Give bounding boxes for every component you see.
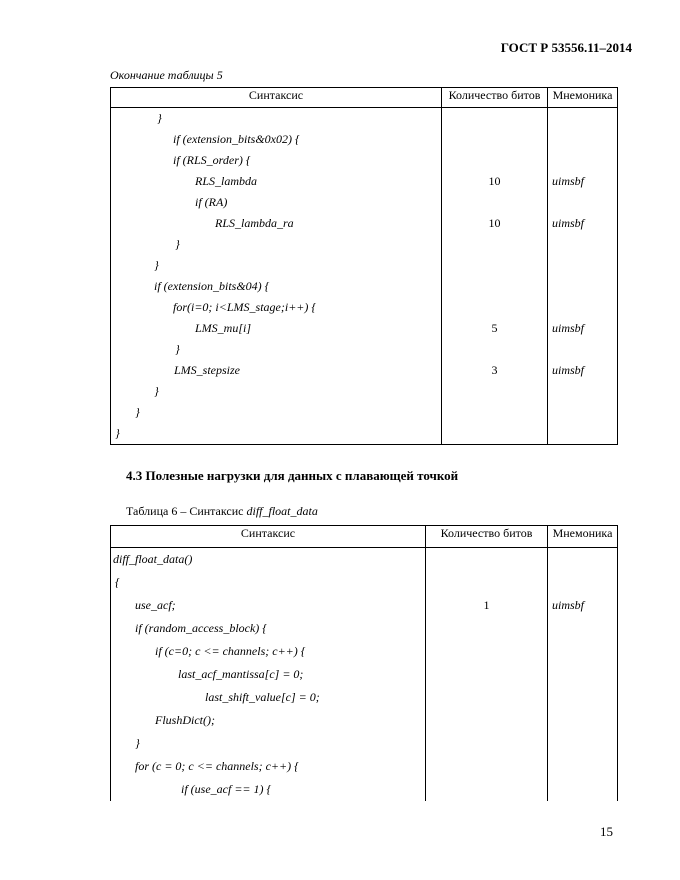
syntax-cell: FlushDict(); bbox=[111, 709, 426, 732]
mnemonic-cell: uimsbf bbox=[548, 360, 618, 381]
bits-cell: 1 bbox=[426, 594, 548, 617]
syntax-cell: diff_float_data() bbox=[111, 548, 426, 572]
mnemonic-cell bbox=[548, 423, 618, 445]
table5 bbox=[110, 87, 618, 445]
table-row bbox=[111, 213, 618, 234]
bits-cell: 10 bbox=[442, 213, 548, 234]
table6-header-mnemonic: Мнемоника bbox=[548, 526, 618, 548]
bits-cell: 5 bbox=[442, 318, 548, 339]
syntax-cell: use_acf; bbox=[111, 594, 426, 617]
mnemonic-cell bbox=[548, 640, 618, 663]
table-row bbox=[111, 192, 618, 213]
mnemonic-cell bbox=[548, 255, 618, 276]
mnemonic-cell bbox=[548, 108, 618, 130]
syntax-cell: if (RLS_order) { bbox=[111, 150, 442, 171]
syntax-cell: } bbox=[111, 402, 442, 423]
mnemonic-cell bbox=[548, 709, 618, 732]
table-row bbox=[111, 709, 618, 732]
bits-cell bbox=[426, 755, 548, 778]
mnemonic-cell bbox=[548, 617, 618, 640]
table-row bbox=[111, 171, 618, 192]
bits-cell bbox=[442, 234, 548, 255]
syntax-cell: } bbox=[111, 381, 442, 402]
bits-cell bbox=[442, 297, 548, 318]
mnemonic-cell bbox=[548, 686, 618, 709]
table-row bbox=[111, 617, 618, 640]
table-row bbox=[111, 548, 618, 572]
table6-header-syntax: Синтаксис bbox=[111, 526, 426, 548]
bits-cell bbox=[442, 192, 548, 213]
syntax-cell: for (c = 0; c <= channels; c++) { bbox=[111, 755, 426, 778]
syntax-cell: } bbox=[111, 732, 426, 755]
table-row bbox=[111, 402, 618, 423]
table-row bbox=[111, 150, 618, 171]
syntax-cell: if (c=0; c <= channels; c++) { bbox=[111, 640, 426, 663]
mnemonic-cell bbox=[548, 402, 618, 423]
table-row bbox=[111, 423, 618, 445]
bits-cell bbox=[442, 276, 548, 297]
bits-cell bbox=[442, 339, 548, 360]
mnemonic-cell bbox=[548, 150, 618, 171]
syntax-cell: RLS_lambda bbox=[111, 171, 442, 192]
bits-cell bbox=[426, 571, 548, 594]
mnemonic-cell bbox=[548, 297, 618, 318]
table-row bbox=[111, 276, 618, 297]
syntax-cell: last_acf_mantissa[c] = 0; bbox=[111, 663, 426, 686]
table6-caption bbox=[126, 504, 318, 519]
table-row bbox=[111, 129, 618, 150]
bits-cell bbox=[442, 255, 548, 276]
mnemonic-cell bbox=[548, 192, 618, 213]
mnemonic-cell: uimsbf bbox=[548, 594, 618, 617]
table6-caption-prefix: Таблица 6 – Синтаксис bbox=[126, 504, 247, 518]
table-row bbox=[111, 381, 618, 402]
mnemonic-cell bbox=[548, 381, 618, 402]
syntax-cell: { bbox=[111, 571, 426, 594]
table-row bbox=[111, 755, 618, 778]
syntax-cell: if (random_access_block) { bbox=[111, 617, 426, 640]
syntax-cell: LMS_mu[i] bbox=[111, 318, 442, 339]
syntax-cell: if (use_acf == 1) { bbox=[111, 778, 426, 801]
bits-cell bbox=[426, 663, 548, 686]
table-row bbox=[111, 663, 618, 686]
syntax-cell: } bbox=[111, 423, 442, 445]
syntax-cell: } bbox=[111, 339, 442, 360]
bits-cell bbox=[442, 381, 548, 402]
table-row bbox=[111, 778, 618, 801]
syntax-cell: if (RA) bbox=[111, 192, 442, 213]
mnemonic-cell bbox=[548, 663, 618, 686]
bits-cell bbox=[426, 640, 548, 663]
syntax-cell: } bbox=[111, 255, 442, 276]
syntax-cell: } bbox=[111, 234, 442, 255]
page-number: 15 bbox=[600, 824, 613, 839]
table-row bbox=[111, 594, 618, 617]
table6 bbox=[110, 525, 618, 801]
syntax-cell: last_shift_value[c] = 0; bbox=[111, 686, 426, 709]
mnemonic-cell: uimsbf bbox=[548, 213, 618, 234]
mnemonic-cell bbox=[548, 129, 618, 150]
mnemonic-cell: uimsbf bbox=[548, 318, 618, 339]
syntax-cell: LMS_stepsize bbox=[111, 360, 442, 381]
bits-cell bbox=[442, 423, 548, 445]
mnemonic-cell bbox=[548, 276, 618, 297]
mnemonic-cell bbox=[548, 339, 618, 360]
bits-cell bbox=[426, 709, 548, 732]
table6-caption-name: diff_float_data bbox=[246, 504, 318, 518]
table5-header-mnemonic: Мнемоника bbox=[548, 88, 618, 108]
bits-cell bbox=[442, 402, 548, 423]
syntax-cell: if (extension_bits&04) { bbox=[111, 276, 442, 297]
syntax-cell: if (extension_bits&0x02) { bbox=[111, 129, 442, 150]
table-row bbox=[111, 360, 618, 381]
table-row bbox=[111, 108, 618, 130]
bits-cell bbox=[426, 732, 548, 755]
bits-cell bbox=[442, 108, 548, 130]
bits-cell bbox=[442, 129, 548, 150]
mnemonic-cell bbox=[548, 755, 618, 778]
bits-cell: 10 bbox=[442, 171, 548, 192]
table-row bbox=[111, 255, 618, 276]
bits-cell bbox=[426, 617, 548, 640]
mnemonic-cell: uimsbf bbox=[548, 171, 618, 192]
document-header: ГОСТ Р 53556.11–2014 bbox=[500, 40, 632, 55]
mnemonic-cell bbox=[548, 548, 618, 572]
bits-cell bbox=[426, 686, 548, 709]
syntax-cell: for(i=0; i<LMS_stage;i++) { bbox=[111, 297, 442, 318]
table5-caption: Окончание таблицы 5 bbox=[110, 68, 223, 82]
bits-cell: 3 bbox=[442, 360, 548, 381]
table-row bbox=[111, 234, 618, 255]
table-row bbox=[111, 640, 618, 663]
bits-cell bbox=[442, 150, 548, 171]
table-row bbox=[111, 686, 618, 709]
mnemonic-cell bbox=[548, 234, 618, 255]
table5-header-bits: Количество битов bbox=[442, 88, 548, 108]
table-row bbox=[111, 732, 618, 755]
table6-header-bits: Количество битов bbox=[426, 526, 548, 548]
syntax-cell: RLS_lambda_ra bbox=[111, 213, 442, 234]
syntax-cell: } bbox=[111, 108, 442, 130]
bits-cell bbox=[426, 548, 548, 572]
mnemonic-cell bbox=[548, 778, 618, 801]
bits-cell bbox=[426, 778, 548, 801]
mnemonic-cell bbox=[548, 571, 618, 594]
table-row bbox=[111, 297, 618, 318]
table5-header-syntax: Синтаксис bbox=[111, 88, 442, 108]
mnemonic-cell bbox=[548, 732, 618, 755]
table-row bbox=[111, 339, 618, 360]
table-row bbox=[111, 318, 618, 339]
table-row bbox=[111, 571, 618, 594]
section-heading: 4.3 Полезные нагрузки для данных с плавающей точкой bbox=[126, 468, 459, 483]
